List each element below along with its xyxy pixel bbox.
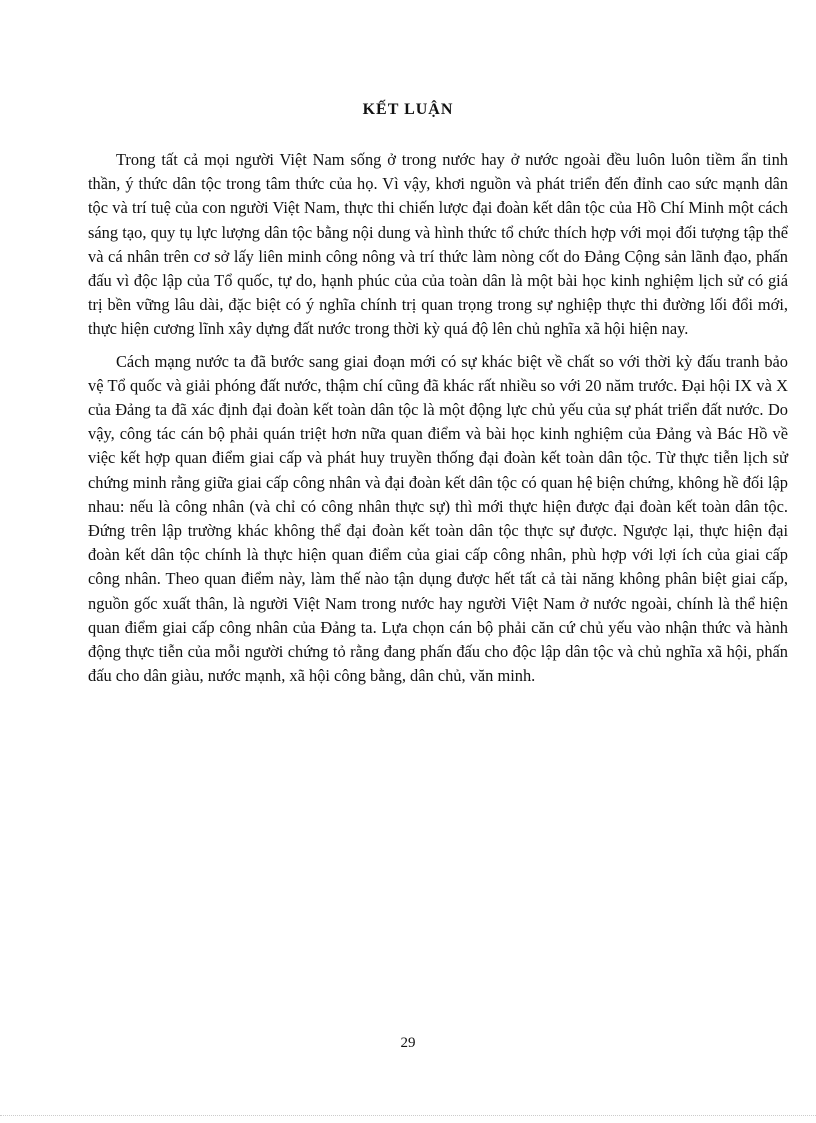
page-number: 29 [400,1035,416,1051]
body-text [88,148,788,696]
paragraph: Trong tất cả mọi người Việt Nam sống ở trong nước hay ở nước ngoài đều luôn luôn tiềm ẩn tinh thần, ý thức dân tộc trong tâm thức của họ. Vì vậy, khơi nguồn và phát triển đến đỉnh cao sức mạnh dân tộc và trí tuệ của con người Việt Nam, thực thi chiến lược đại đoàn kết dân tộc của Hồ Chí Minh một cách sáng tạo, quy tụ lực lượng dân tộc bằng nội dung và hình thức tổ chức thích hợp với mọi đối tượng tập thể và cá nhân trên cơ sở lấy liên minh công nông và trí thức làm nòng cốt do Đảng Cộng sản lãnh đạo, phấn đấu vì độc lập của Tổ quốc, tự do, hạnh phúc của của toàn dân là một bài học kinh nghiệm lịch sử có giá trị bền vững lâu dài, đặc biệt có ý nghĩa chính trị quan trọng trong sự nghiệp thực thi đường lối đổi mới, thực hiện cương lĩnh xây dựng đất nước trong thời kỳ quá độ lên chủ nghĩa xã hội hiện nay. [88,150,788,339]
paragraph: Cách mạng nước ta đã bước sang giai đoạn mới có sự khác biệt về chất so với thời kỳ đấu tranh bảo vệ Tổ quốc và giải phóng đất nước, thậm chí cũng đã khác rất nhiều so với 20 năm trước. Đại hội IX và X của Đảng ta đã xác định đại đoàn kết toàn dân tộc là một động lực chủ yếu của sự phát triển đất nước. Do vậy, công tác cán bộ phải quán triệt hơn nữa quan điểm và bài học kinh nghiệm của Đảng và Bác Hồ về việc kết hợp quan điểm giai cấp và phát huy truyền thống đại đoàn kết toàn dân tộc. Từ thực tiễn lịch sử chứng minh rằng giữa giai cấp công nhân và đại đoàn kết dân tộc có quan hệ biện chứng, không hề đối lập nhau: nếu là công nhân (và chỉ có công nhân thực sự) thì mới thực hiện được đại đoàn kết toàn dân tộc. Đứng trên lập trường khác không thể đại đoàn kết toàn dân tộc thực sự được. Ngược lại, thực hiện đại đoàn kết dân tộc chính là thực hiện quan điểm của giai cấp công nhân, phù hợp với lợi ích của giai cấp công nhân. Theo quan điểm này, làm thế nào tận dụng được hết tất cả tài năng không phân biệt giai cấp, nguồn gốc xuất thân, là người Việt Nam trong nước hay người Việt Nam ở nước ngoài, chính là thể hiện quan điểm giai cấp công nhân của Đảng ta. Lựa chọn cán bộ phải căn cứ chủ yếu vào nhận thức và hành động thực tiễn của mỗi người chứng tỏ rằng đang phấn đấu cho độc lập dân tộc và chủ nghĩa xã hội, phấn đấu cho dân giàu, nước mạnh, xã hội công bằng, dân chủ, văn minh. [88,351,788,686]
page-bottom-divider [0,1115,816,1116]
section-heading: KẾT LUẬN [362,101,454,118]
